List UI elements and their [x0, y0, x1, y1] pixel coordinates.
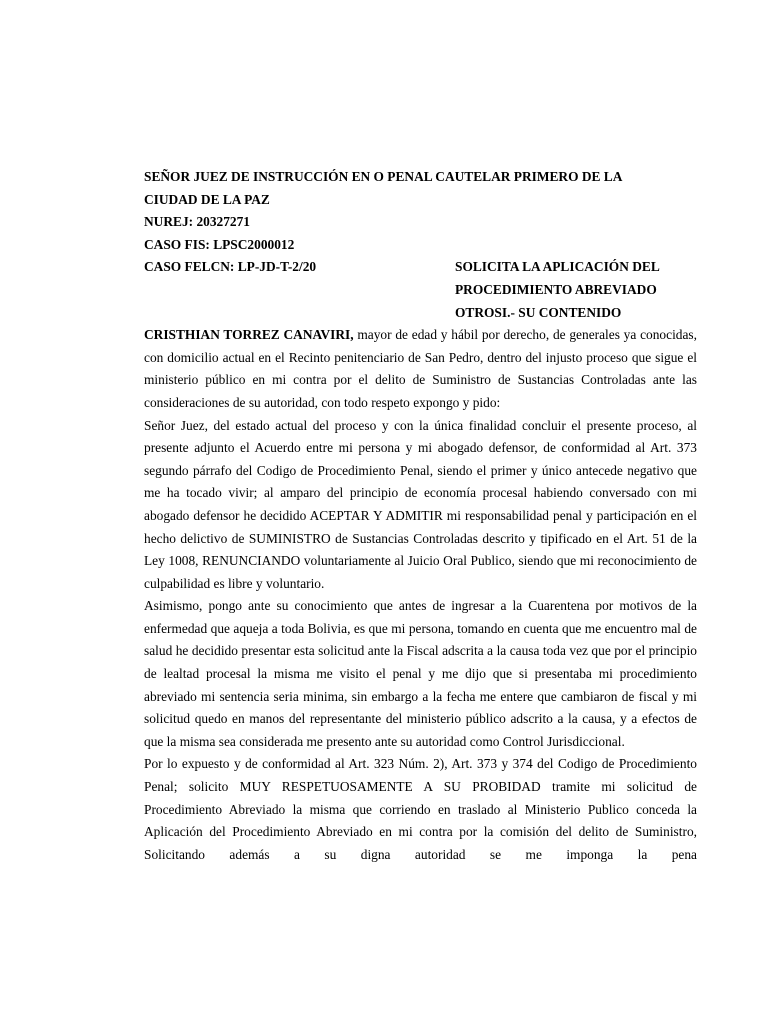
- paragraph-request: Señor Juez, del estado actual del proceso y con la única finalidad concluir el presente proceso, al presente adjunto el Acuerdo entre mi persona y mi abogado defensor, de conformidad al Art. 373 segundo párrafo del Codigo de Procedimiento Penal, siendo el primer y único antecede negativo que me ha tocado vivir; al amparo del principio de economía procesal habiendo conversado con mi abogado defensor he decidido ACEPTAR Y ADMITIR mi responsabilidad penal y participación en el hecho delictivo de SUMINISTRO de Sustancias Controladas descrito y tipificado en el Art. 51 de la Ley 1008, RENUNCIANDO voluntariamente al Juicio Oral Publico, siendo que mi reconocimiento de culpabilidad es libre y voluntario.: [144, 417, 697, 591]
- paragraph-petition: Por lo expuesto y de conformidad al Art. 323 Núm. 2), Art. 373 y 374 del Codigo de Procedimiento Penal; solicito MUY RESPETUOSAMENTE A SU PROBIDAD tramite mi solicitud de Procedimiento Abreviado la misma que corriendo en traslado al Ministerio Publico conceda la Aplicación del Procedimiento Abreviado en mi contra por la comisión del delito de Suministro, Solicitando además a su digna autoridad se me imponga la pena: [144, 756, 697, 862]
- otrosi-line: OTROSI.- SU CONTENIDO: [455, 304, 622, 320]
- petitioner-name: CRISTHIAN TORREZ CANAVIRI,: [144, 327, 354, 343]
- petitioner-text: mayor de edad y hábil por derecho, de generales ya conocidas, con domicilio actual en el Recinto penitenciario de San Pedro, dentro del injusto proceso que sigue el ministerio público en mi contra por el delito de Suministro de Sustancias Controladas ante las consideraciones de su autoridad, con todo respeto expongo y pido:: [144, 327, 697, 410]
- solicita-line-2: PROCEDIMIENTO ABREVIADO: [455, 281, 657, 297]
- addressee-line-2: CIUDAD DE LA PAZ: [144, 191, 270, 207]
- addressee-line-1: SEÑOR JUEZ DE INSTRUCCIÓN EN O PENAL CAUTELAR PRIMERO DE LA: [144, 169, 623, 184]
- caso-felcn-line: CASO FELCN: LP-JD-T-2/20: [144, 259, 317, 275]
- caso-fis-line: CASO FIS: LPSC2000012: [144, 236, 295, 252]
- solicita-line-1: SOLICITA LA APLICACIÓN DEL: [455, 259, 660, 275]
- document-page: [144, 166, 697, 866]
- paragraph-petitioner: [144, 324, 697, 414]
- caso-felcn-row: [144, 256, 697, 279]
- paragraph-circumstances: Asimismo, pongo ante su conocimiento que antes de ingresar a la Cuarentena por motivos de la enfermedad que aqueja a toda Bolivia, es que mi persona, tomando en cuenta que me encuentro mal de salud he decidido presentar esta solicitud ante la Fiscal adscrita a la causa toda vez que por el principio de lealtad procesal la misma me visito el penal y me dijo que si presentaba mi procedimiento abreviado mi sentencia seria minima, sin embargo a la fecha me entere que cambiaron de fiscal y mi solicitud quedo en manos del representante del ministerio público adscrito a la causa, y a efectos de que la misma sea considerada me presento ante su autoridad como Control Jurisdiccional.: [144, 598, 697, 749]
- nurej-line: NUREJ: 20327271: [144, 214, 251, 230]
